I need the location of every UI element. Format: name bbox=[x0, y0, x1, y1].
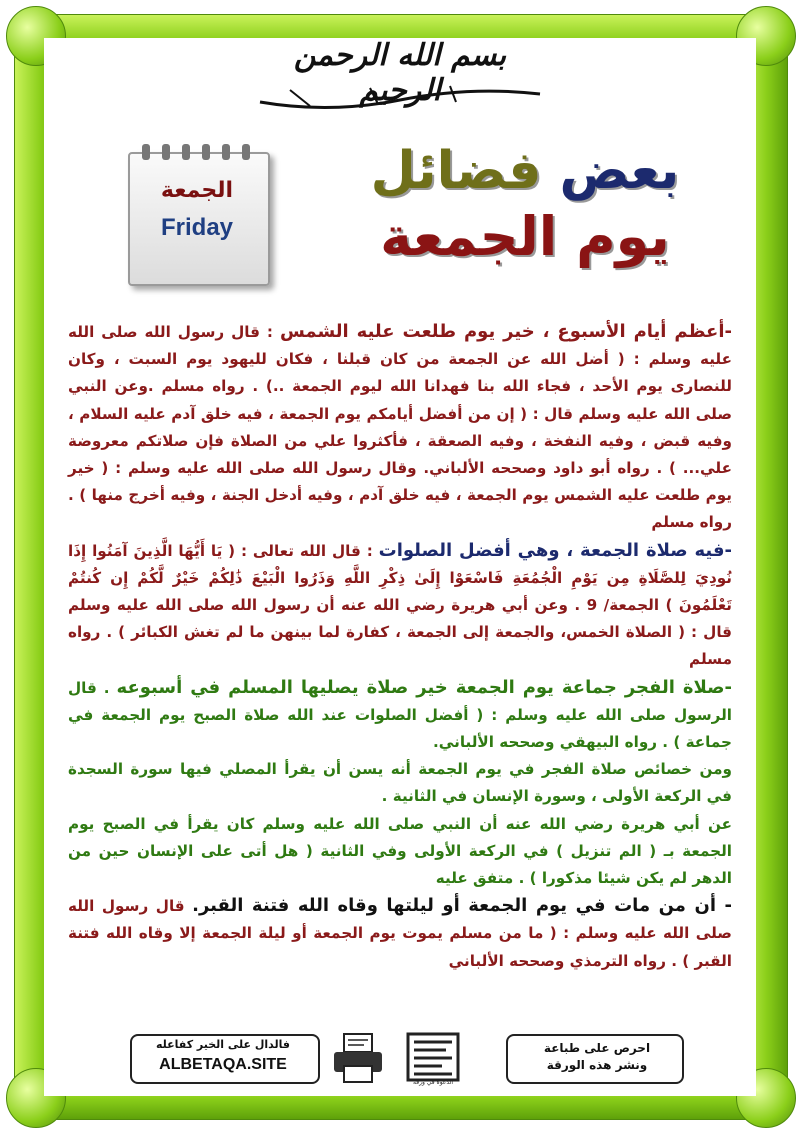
basmala-text: بسم الله الرحمن الرحيم bbox=[293, 38, 507, 108]
title-word-1: بعض bbox=[559, 141, 680, 201]
section-2-text: : قال الله تعالى : ( يَا أَيُّهَا الَّذِينَ آمَنُوا إِذَا نُودِيَ لِلصَّلَاةِ مِن يَوْمِ الْجُمُعَةِ فَاسْعَوْا إِلَىٰ ذِكْرِ اللَّهِ وَذَرُوا الْبَيْعَ ذَٰلِكُمْ خَيْرٌ لَّكُمْ إِن كُنتُمْ تَعْلَمُونَ ) الجمعة/ 9 . وعن أبي هريرة رضي الله عنه أن رسول الله صلى الله عليه وسلم قال : ( الصلاة الخمس، والجمعة إلى الجمعة ، كفارة لما بينهن ما لم تغش الكبائر ) . رواه مسلم bbox=[68, 541, 733, 669]
footer-print-line-1: احرص على طباعة bbox=[543, 1041, 651, 1055]
article-body bbox=[68, 318, 732, 975]
footer-print-note bbox=[510, 1040, 684, 1074]
section-4-text: قال رسول الله صلى الله عليه وسلم : ( ما من مسلم يموت يوم الجمعة أو ليلة الجمعة إلا وقاه الله فتنة القبر ) . رواه الترمذي وصححه الألباني bbox=[68, 897, 732, 970]
calendar-ring-icon bbox=[202, 144, 210, 160]
calendar-ring-icon bbox=[182, 144, 190, 160]
calendar-ring-icon bbox=[222, 144, 230, 160]
footer-print-line-2: ونشر هذه الورقة bbox=[546, 1058, 648, 1072]
section-3-paragraph-3: عن أبي هريرة رضي الله عنه أن النبي صلى الله عليه وسلم كان يقرأ في الصبح يوم الجمعة بـ ( الم تنزيل ) في الركعة الأولى وفي الثانية ( هل أتى على الإنسان حين من الدهر لم يكن شيئا مذكورا ) . متفق عليه bbox=[68, 814, 732, 888]
calendar-icon bbox=[128, 142, 276, 290]
footer-site-link[interactable]: ALBETAQA.SITE bbox=[159, 1056, 287, 1073]
calendar-english-day: Friday bbox=[160, 214, 234, 241]
title-line-2: يوم الجمعة bbox=[380, 205, 670, 268]
section-2 bbox=[68, 537, 732, 674]
section-1 bbox=[68, 318, 732, 537]
section-4-heading: - أن من مات في يوم الجمعة أو ليلتها وقاه الله فتنة القبر. bbox=[192, 895, 732, 917]
basmala-calligraphy bbox=[250, 38, 550, 118]
dawah-logo-icon bbox=[402, 1028, 464, 1086]
section-3 bbox=[68, 674, 732, 757]
section-2-heading: -فيه صلاة الجمعة ، وهي أفضل الصلوات bbox=[378, 539, 732, 561]
title-word-2: فضائل bbox=[370, 141, 542, 201]
calendar-ring-icon bbox=[142, 144, 150, 160]
section-4 bbox=[68, 892, 732, 975]
footer-bar bbox=[130, 1026, 684, 1090]
footer-slogan: فالدال على الخير كفاعله bbox=[155, 1038, 291, 1051]
title-line-1 bbox=[345, 138, 705, 204]
section-1-heading: -أعظم أيام الأسبوع ، خير يوم طلعت عليه الشمس bbox=[279, 321, 732, 342]
calendar-ring-icon bbox=[242, 144, 250, 160]
calendar-arabic-day: الجمعة bbox=[160, 178, 234, 203]
calendar-ring-icon bbox=[162, 144, 170, 160]
page-title bbox=[345, 138, 705, 270]
section-3-text: . قال الرسول صلى الله عليه وسلم : ( أفضل الصلوات عند الله صلاة الصبح يوم الجمعة في جماعة ) . رواه البيهقي وصححه الألباني. bbox=[68, 678, 732, 752]
section-3-heading: -صلاة الفجر جماعة يوم الجمعة خير صلاة يصليها المسلم في أسبوعه bbox=[116, 676, 732, 698]
calligraphy-flourish-icon bbox=[250, 80, 550, 114]
section-3-paragraph-2: ومن خصائص صلاة الفجر في يوم الجمعة أنه يسن أن يقرأ المصلي فيها سورة السجدة في الركعة الأولى ، وسورة الإنسان في الثانية . bbox=[68, 760, 732, 806]
printer-icon bbox=[330, 1030, 386, 1086]
section-1-text: : قال رسول الله صلى الله عليه وسلم : ( أضل الله عن الجمعة من كان قبلنا ، فكان لليهود يوم السبت ، وكان للنصارى يوم الأحد ، فجاء الله بنا فهدانا الله ليوم الجمعة ..) . رواه مسلم .وعن النبي صلى الله عليه وسلم قال : ( إن من أفضل أيامكم يوم الجمعة ، فيه خلق آدم عليه السلام ، وفيه قبض ، وفيه النفخة ، وفيه الصعقة ، فأكثروا علي من الصلاة فإن صلاتكم معروضة علي... ) . رواه أبو داود وصححه الألباني. وقال رسول الله صلى الله عليه وسلم : ( خير يوم طلعت عليه الشمس يوم الجمعة ، فيه خلق آدم ، وفيه أدخل الجنة ، وفيه أخرج منها ) . رواه مسلم bbox=[68, 323, 732, 532]
logo-text: الدعوة في ورقة bbox=[412, 1079, 454, 1086]
